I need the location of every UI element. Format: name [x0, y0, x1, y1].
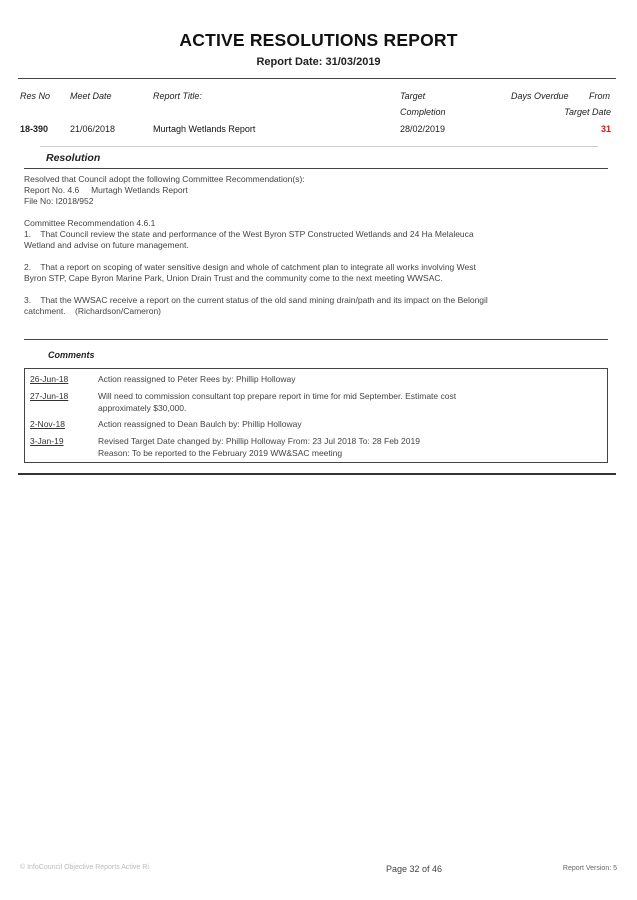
report-title: ACTIVE RESOLUTIONS REPORT — [179, 30, 458, 50]
footer-left: © InfoCouncil Objective Reports Active Ri — [20, 864, 149, 871]
resolution-end-divider — [24, 339, 608, 340]
col-from-line1: From — [589, 91, 610, 101]
resolution-line: Byron STP, Cape Byron Marine Park, Union Drain Trust and the community come to the next meeting WWSAC. — [24, 273, 443, 283]
resolution-line: File No: I2018/952 — [24, 196, 94, 206]
comment-date[interactable]: 3-Jan-19 — [30, 436, 64, 446]
record-res-no: 18-390 — [20, 124, 49, 134]
header-divider — [18, 78, 616, 79]
resolution-line: 3. That the WWSAC receive a report on the current status of the old sand mining drain/path and its impact on the Belongil — [24, 295, 488, 305]
footer-right: Report Version: 5 — [562, 865, 617, 872]
record-report-title: Murtagh Wetlands Report — [153, 124, 256, 134]
resolution-line: Wetland and advise on future management. — [24, 240, 189, 250]
resolution-line: Resolved that Council adopt the following Committee Recommendation(s): — [24, 174, 305, 184]
col-meet-date: Meet Date — [70, 91, 112, 101]
col-from-line2: Target Date — [564, 107, 611, 117]
comments-heading: Comments — [48, 350, 95, 360]
col-report-title: Report Title: — [153, 91, 202, 101]
footer-page-number: Page 32 of 46 — [386, 864, 443, 874]
col-target-line2: Completion — [400, 107, 446, 117]
resolution-line: Committee Recommendation 4.6.1 — [24, 218, 156, 228]
comment-date[interactable]: 27-Jun-18 — [30, 391, 69, 401]
comment-text: Will need to commission consultant top prepare report in time for mid September. Estimate cost — [98, 391, 457, 401]
comment-text: Action reassigned to Peter Rees by: Phillip Holloway — [98, 374, 296, 384]
record-meet-date: 21/06/2018 — [70, 124, 116, 134]
record-divider — [40, 146, 598, 147]
col-days-overdue: Days Overdue — [511, 91, 569, 101]
record-target-completion: 28/02/2019 — [400, 124, 446, 134]
col-res-no: Res No — [20, 91, 51, 101]
resolution-line: 2. That a report on scoping of water sensitive design and whole of catchment plan to integrate all works involving West — [24, 262, 476, 272]
resolution-line: Report No. 4.6 Murtagh Wetlands Report — [24, 185, 188, 195]
comment-text: approximately $30,000. — [98, 403, 187, 413]
record-end-divider — [18, 473, 616, 475]
comment-date[interactable]: 2-Nov-18 — [30, 419, 65, 429]
record-days-overdue: 31 — [600, 124, 611, 134]
comment-text: Action reassigned to Dean Baulch by: Phillip Holloway — [98, 419, 302, 429]
resolution-heading: Resolution — [46, 152, 101, 164]
report-date: Report Date: 31/03/2019 — [256, 56, 381, 68]
col-target-line1: Target — [400, 91, 426, 101]
comment-text: Reason: To be reported to the February 2019 WW&SAC meeting — [98, 448, 343, 458]
resolution-divider — [24, 168, 608, 169]
resolution-line: 1. That Council review the state and performance of the West Byron STP Constructed Wetlands and 24 Ha Melaleuca — [24, 229, 474, 239]
comment-text: Revised Target Date changed by: Phillip Holloway From: 23 Jul 2018 To: 28 Feb 2019 — [98, 436, 420, 446]
comment-date[interactable]: 26-Jun-18 — [30, 374, 69, 384]
resolution-line: catchment. (Richardson/Cameron) — [24, 306, 161, 316]
resolution-text — [24, 174, 584, 317]
